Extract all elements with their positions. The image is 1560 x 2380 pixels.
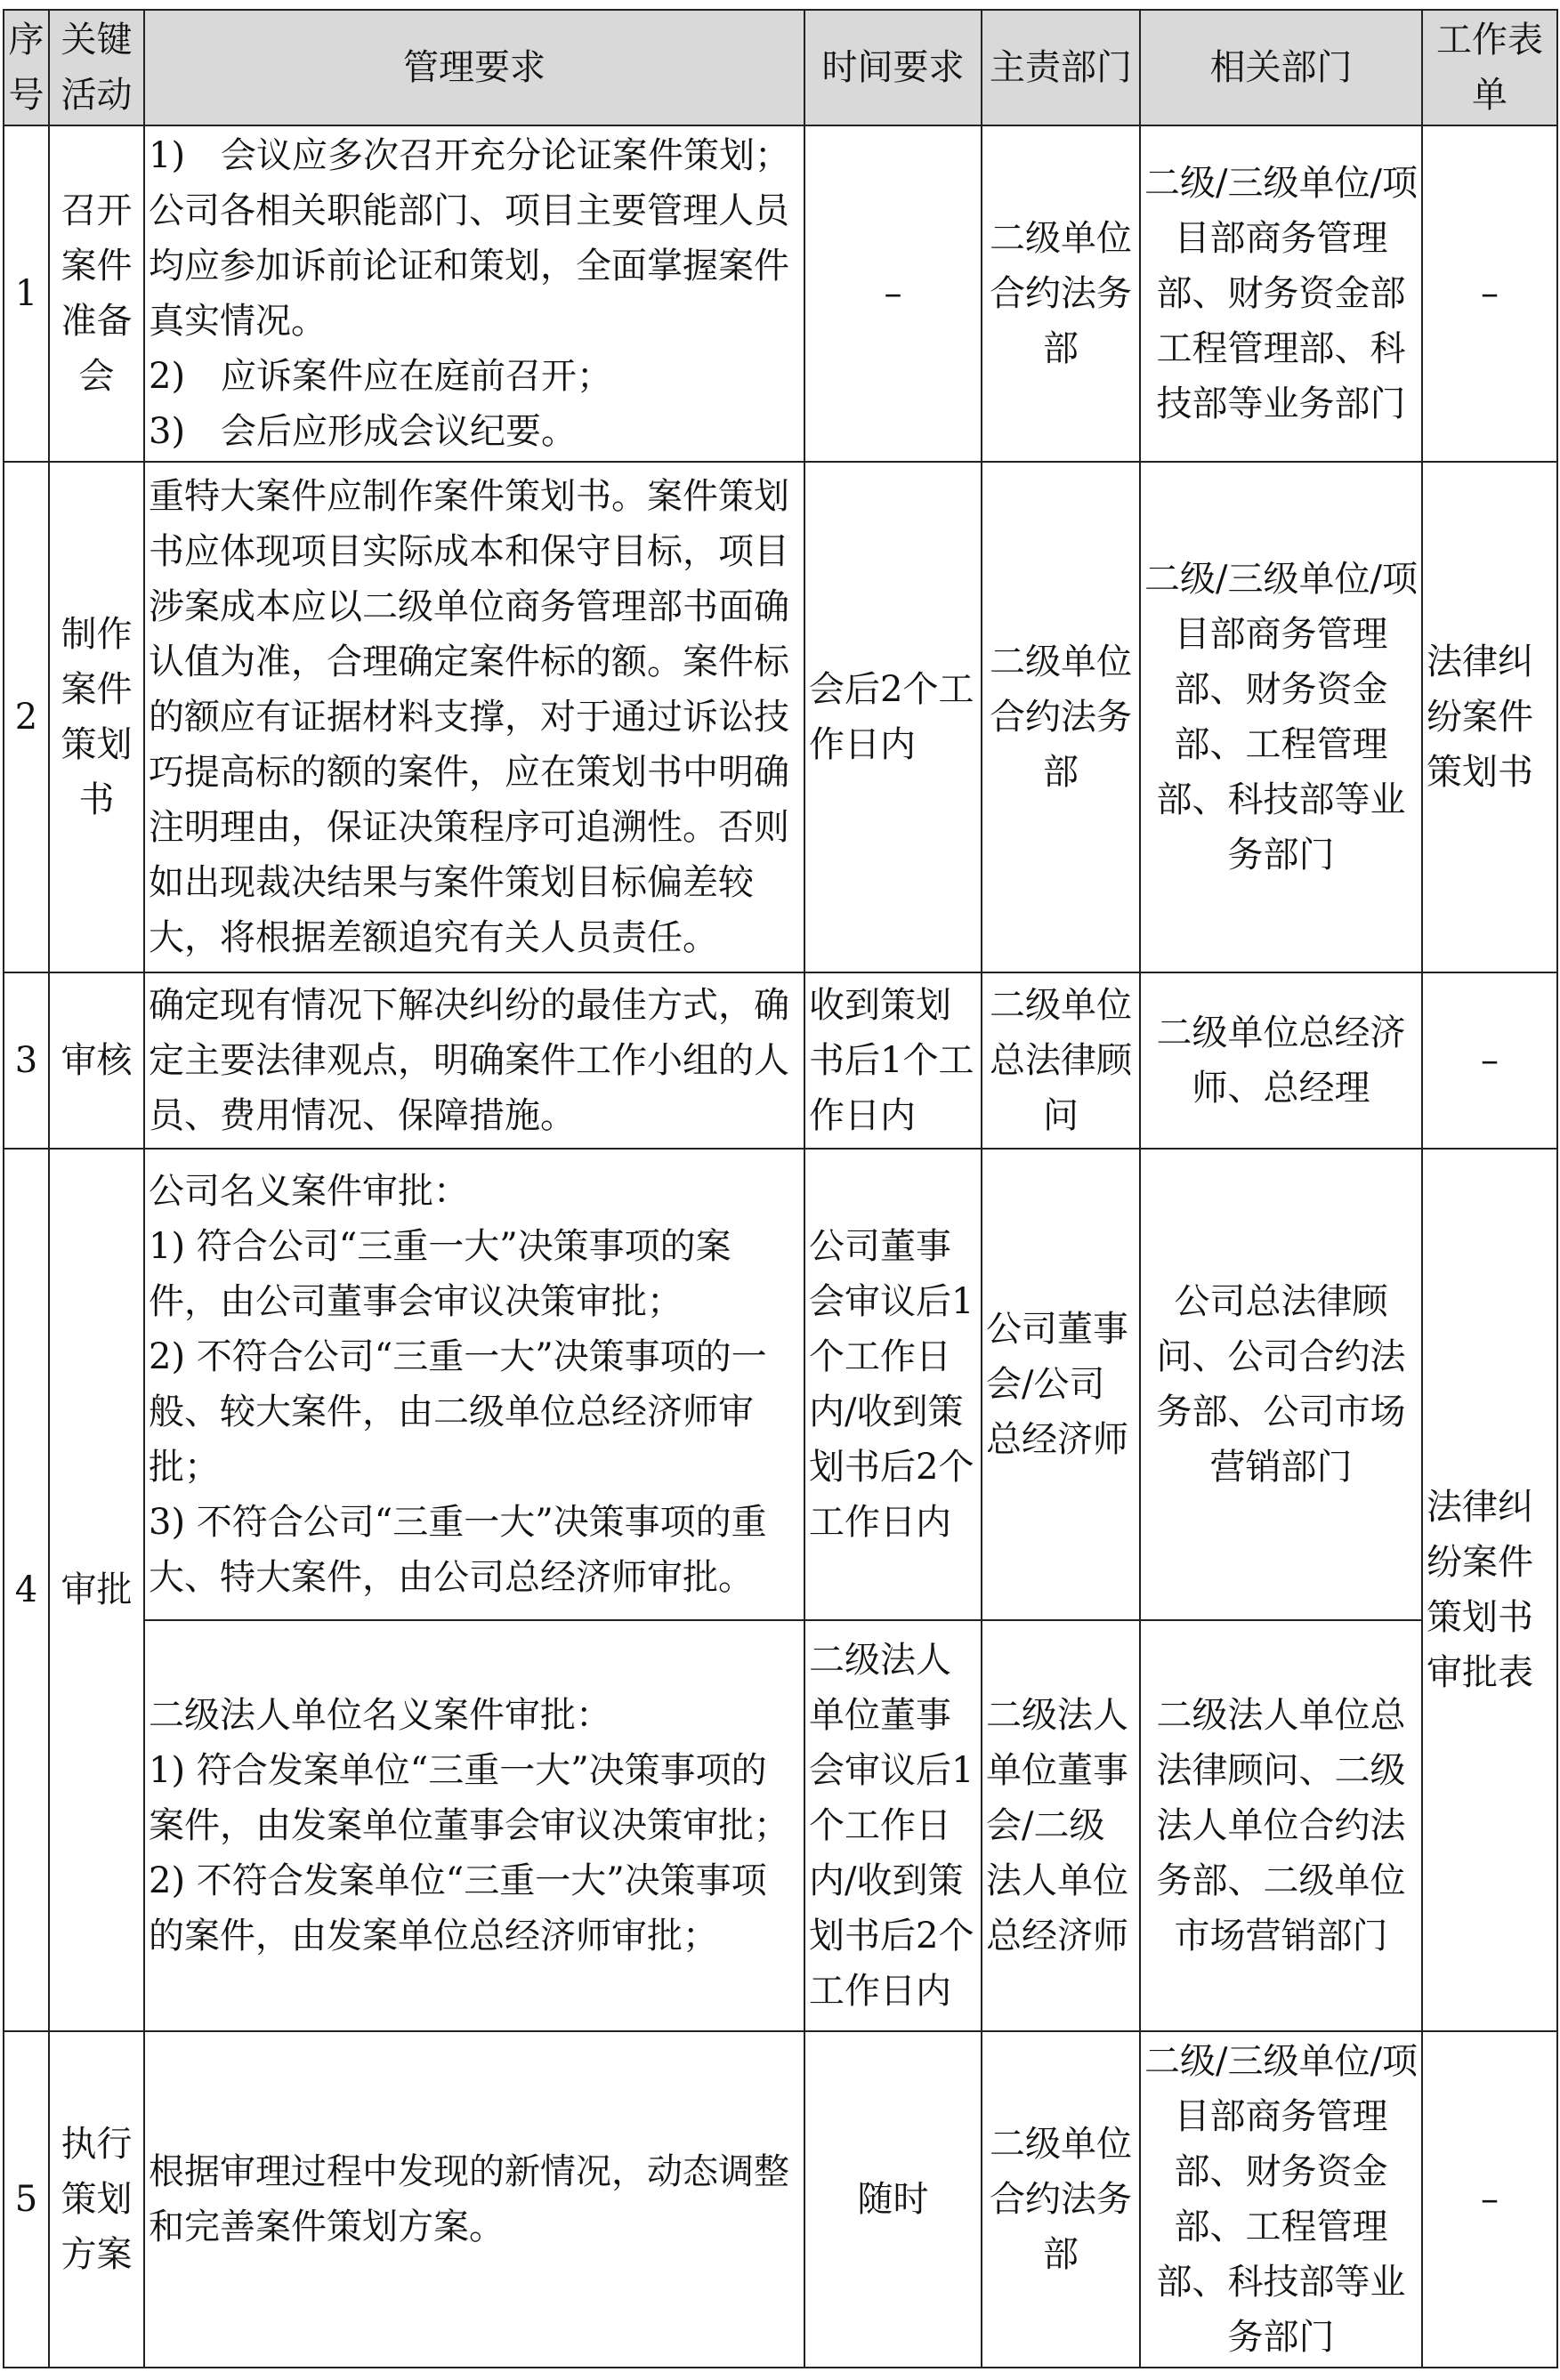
seq-cell: 2 xyxy=(4,462,49,972)
requirement-item: 确定现有情况下解决纠纷的最佳方式，确定主要法律观点，明确案件工作小组的人员、费用情况、保障措施。 xyxy=(149,985,789,1136)
time-cell: 收到策划书后1个工作日内 xyxy=(804,972,982,1149)
requirements-cell xyxy=(144,1149,804,1620)
activity-cell: 执行策划方案 xyxy=(49,2031,144,2368)
table-row xyxy=(4,1149,1557,1620)
seq-cell: 4 xyxy=(4,1149,49,2031)
form-cell: – xyxy=(1422,2031,1557,2368)
requirement-item: 3) 会后应形成会议纪要。 xyxy=(149,411,578,452)
table-row xyxy=(4,125,1557,462)
table-row xyxy=(4,2031,1557,2368)
related-dept-cell: 二级法人单位总法律顾问、二级法人单位合约法务部、二级单位市场营销部门 xyxy=(1140,1620,1422,2031)
main-dept-cell: 二级单位合约法务部 xyxy=(982,2031,1140,2368)
table-row xyxy=(4,972,1557,1149)
process-table xyxy=(3,9,1558,2368)
requirement-item: 根据审理过程中发现的新情况，动态调整和完善案件策划方案。 xyxy=(149,2151,789,2247)
table-row xyxy=(4,462,1557,972)
seq-cell: 5 xyxy=(4,2031,49,2368)
activity-cell: 召开案件准备会 xyxy=(49,125,144,462)
main-dept-cell: 二级单位总法律顾问 xyxy=(982,972,1140,1149)
main-dept-cell: 二级单位合约法务部 xyxy=(982,462,1140,972)
header-requirements: 管理要求 xyxy=(144,10,804,125)
requirement-item: 2) 应诉案件应在庭前召开； xyxy=(149,356,613,397)
header-time: 时间要求 xyxy=(804,10,982,125)
requirement-item: 2) 不符合发案单位“三重一大”决策事项的案件，由发案单位总经济师审批； xyxy=(149,1860,767,1956)
related-dept-cell: 二级/三级单位/项目部商务管理部、财务资金部、工程管理部、科技部等业务部门 xyxy=(1140,462,1422,972)
header-main-dept: 主责部门 xyxy=(982,10,1140,125)
table-row xyxy=(4,1620,1557,2031)
header-activity: 关键活动 xyxy=(49,10,144,125)
requirement-item: 1) 会议应多次召开充分论证案件策划；公司各相关职能部门、项目主要管理人员均应参加诉前论证和策划，全面掌握案件真实情况。 xyxy=(149,135,791,342)
header-row xyxy=(4,10,1557,125)
main-dept-cell: 二级单位合约法务部 xyxy=(982,125,1140,462)
main-dept-cell: 二级法人单位董事会/二级法人单位总经济师 xyxy=(982,1620,1140,2031)
requirement-item: 1) 符合发案单位“三重一大”决策事项的案件，由发案单位董事会审议决策审批； xyxy=(149,1750,789,1846)
header-form: 工作表单 xyxy=(1422,10,1557,125)
form-cell: – xyxy=(1422,125,1557,462)
requirement-item: 公司名义案件审批： xyxy=(149,1171,469,1212)
related-dept-cell: 二级单位总经济师、总经理 xyxy=(1140,972,1422,1149)
requirement-item: 2) 不符合公司“三重一大”决策事项的一般、较大案件，由二级单位总经济师审批； xyxy=(149,1336,767,1488)
seq-cell: 3 xyxy=(4,972,49,1149)
form-cell: 法律纠纷案件策划书 xyxy=(1422,462,1557,972)
form-cell: 法律纠纷案件策划书审批表 xyxy=(1422,1149,1557,2031)
requirement-item: 1) 符合公司“三重一大”决策事项的案件，由公司董事会审议决策审批； xyxy=(149,1226,732,1322)
requirements-cell xyxy=(144,1620,804,2031)
time-cell: 二级法人单位董事会审议后1个工作日内/收到策划书后2个工作日内 xyxy=(804,1620,982,2031)
requirements-cell xyxy=(144,972,804,1149)
time-cell: 随时 xyxy=(804,2031,982,2368)
requirement-item: 二级法人单位名义案件审批： xyxy=(149,1695,611,1736)
related-dept-cell: 二级/三级单位/项目部商务管理部、财务资金部工程管理部、科技部等业务部门 xyxy=(1140,125,1422,462)
main-dept-cell: 公司董事会/公司总经济师 xyxy=(982,1149,1140,1620)
activity-cell: 审批 xyxy=(49,1149,144,2031)
form-cell: – xyxy=(1422,972,1557,1149)
requirements-cell xyxy=(144,462,804,972)
seq-cell: 1 xyxy=(4,125,49,462)
header-related-dept: 相关部门 xyxy=(1140,10,1422,125)
related-dept-cell: 二级/三级单位/项目部商务管理部、财务资金部、工程管理部、科技部等业务部门 xyxy=(1140,2031,1422,2368)
requirements-cell xyxy=(144,125,804,462)
requirements-cell xyxy=(144,2031,804,2368)
requirement-item: 重特大案件应制作案件策划书。案件策划书应体现项目实际成本和保守目标，项目涉案成本应以二级单位商务管理部书面确认值为准，合理确定案件标的额。案件标的额应有证据材料支撑，对于通过诉讼技巧提高标的额的案件，应在策划书中明确注明理由，保证决策程序可追溯性。否则如出现裁决结果与案件策划目标偏差较大，将根据差额追究有关人员责任。 xyxy=(149,476,789,958)
activity-cell: 审核 xyxy=(49,972,144,1149)
header-seq: 序号 xyxy=(4,10,49,125)
activity-cell: 制作案件策划书 xyxy=(49,462,144,972)
time-cell: 公司董事会审议后1个工作日内/收到策划书后2个工作日内 xyxy=(804,1149,982,1620)
time-cell: – xyxy=(804,125,982,462)
time-cell: 会后2个工作日内 xyxy=(804,462,982,972)
related-dept-cell: 公司总法律顾问、公司合约法务部、公司市场营销部门 xyxy=(1140,1149,1422,1620)
requirement-item: 3) 不符合公司“三重一大”决策事项的重大、特大案件，由公司总经济师审批。 xyxy=(149,1502,767,1598)
